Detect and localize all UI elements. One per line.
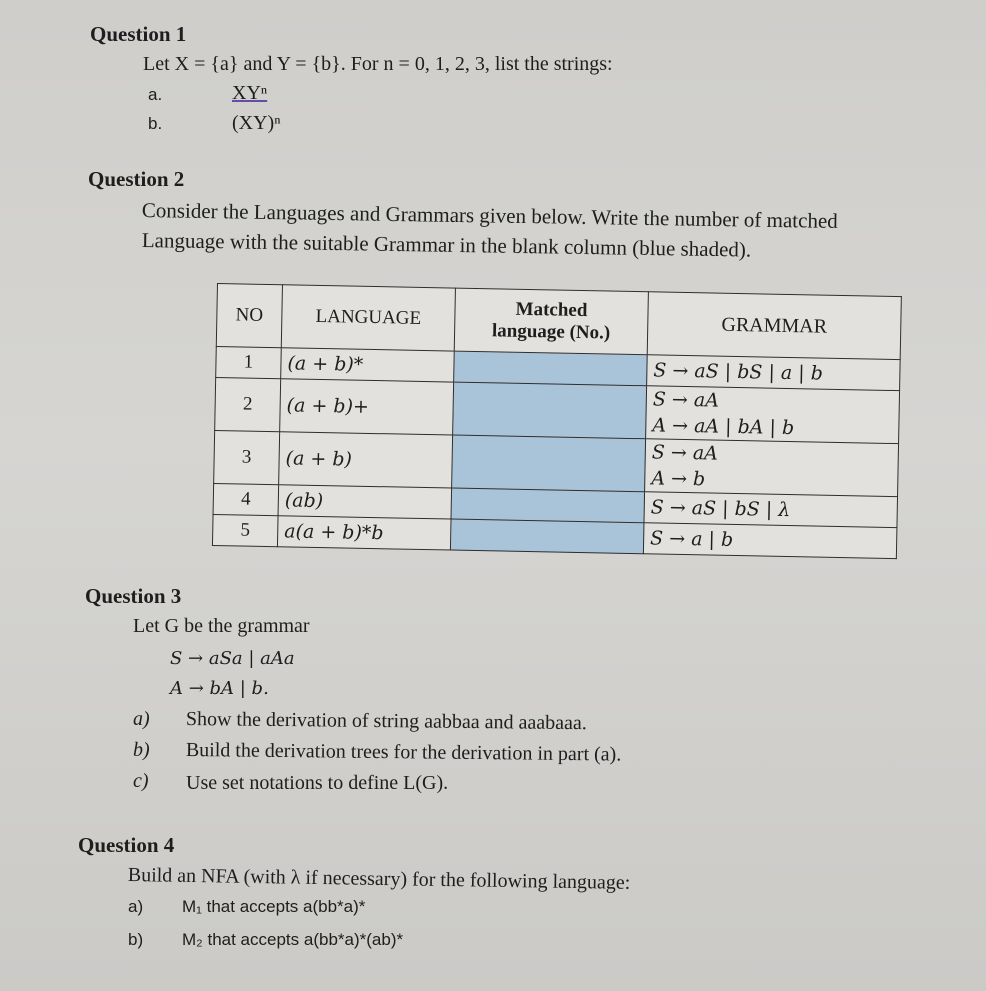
q2-text-line1: Consider the Languages and Grammars given below. Write the number of matched [141, 198, 838, 233]
header-grammar: GRAMMAR [647, 292, 901, 360]
grammar-rule: S → aS | bS | λ [650, 496, 791, 522]
header-matched-line1: Matched [515, 298, 588, 322]
row-grammar [647, 355, 901, 391]
q3-title: Question 3 [85, 584, 182, 608]
q3-part-c-label: c) [133, 770, 149, 792]
row-no: 2 [215, 377, 281, 431]
row-language: (a + b) [279, 432, 453, 488]
row-grammar [643, 523, 897, 559]
q1-text: Let X = {a} and Y = {b}. For n = 0, 1, 2, 3, list the strings: [143, 53, 613, 75]
row-language: (a + b)+ [280, 379, 454, 435]
language-grammar-table [212, 283, 902, 559]
q4-part-b-text: M₂ that accepts a(bb*a)*(ab)* [182, 930, 404, 949]
header-matched-line2: language (No.) [491, 320, 611, 344]
q3-part-a-label: a) [133, 708, 150, 730]
q1-item-b-expr: (XY)ⁿ [232, 112, 281, 134]
q1-item-a-expr: XYⁿ [232, 82, 268, 104]
q4-part-a-label: a) [128, 897, 144, 916]
q4-part-a-text: M₁ that accepts a(bb*a)* [182, 897, 366, 916]
row-grammar [644, 492, 898, 528]
matched-answer-cell[interactable] [454, 351, 648, 386]
matched-answer-cell[interactable] [451, 488, 645, 523]
row-no: 3 [214, 430, 280, 484]
q4-text: Build an NFA (with λ if necessary) for the following language: [127, 864, 631, 894]
q3-part-c-text: Use set notations to define L(G). [186, 772, 449, 794]
matched-answer-cell[interactable] [450, 519, 644, 554]
row-no: 5 [212, 514, 278, 546]
row-grammar [645, 439, 899, 497]
header-no: NO [216, 284, 282, 348]
row-grammar [646, 386, 900, 444]
matched-answer-cell[interactable] [453, 382, 647, 439]
row-no: 1 [216, 346, 282, 378]
q4-part-b-label: b) [128, 930, 144, 949]
q3-rule-s: S → aSa | aAa [170, 648, 295, 669]
row-language: a(a + b)*b [277, 516, 451, 550]
row-no: 4 [213, 483, 279, 515]
grammar-rule: S → aA [651, 441, 719, 465]
header-language: LANGUAGE [281, 285, 455, 351]
grammar-rule: S → aA [652, 388, 720, 412]
q4-title: Question 4 [78, 833, 175, 857]
q1-item-b-label: b. [148, 114, 163, 133]
row-language: (ab) [278, 485, 452, 519]
header-matched [454, 288, 648, 355]
q3-rule-a: A → bA | b. [170, 678, 269, 699]
q3-part-a-text: Show the derivation of string aabbaa and aaabaaa. [185, 708, 587, 735]
q1-title: Question 1 [90, 22, 187, 46]
grammar-rule: A → aA | bA | b [652, 414, 795, 440]
grammar-rule: A → b [651, 467, 706, 491]
q2-title: Question 2 [88, 167, 185, 191]
q1-item-a-label: a. [148, 85, 163, 104]
q3-part-b-label: b) [133, 739, 150, 761]
grammar-rule: S → aS | bS | a | b [653, 359, 824, 385]
q3-part-b-text: Build the derivation trees for the derivation in part (a). [185, 739, 622, 766]
q2-text-line2: Language with the suitable Grammar in the blank column (blue shaded). [141, 228, 752, 262]
grammar-rule: S → a | b [649, 527, 734, 551]
row-language: (a + b)* [281, 348, 455, 382]
q3-text: Let G be the grammar [133, 615, 310, 637]
matched-answer-cell[interactable] [452, 435, 646, 492]
